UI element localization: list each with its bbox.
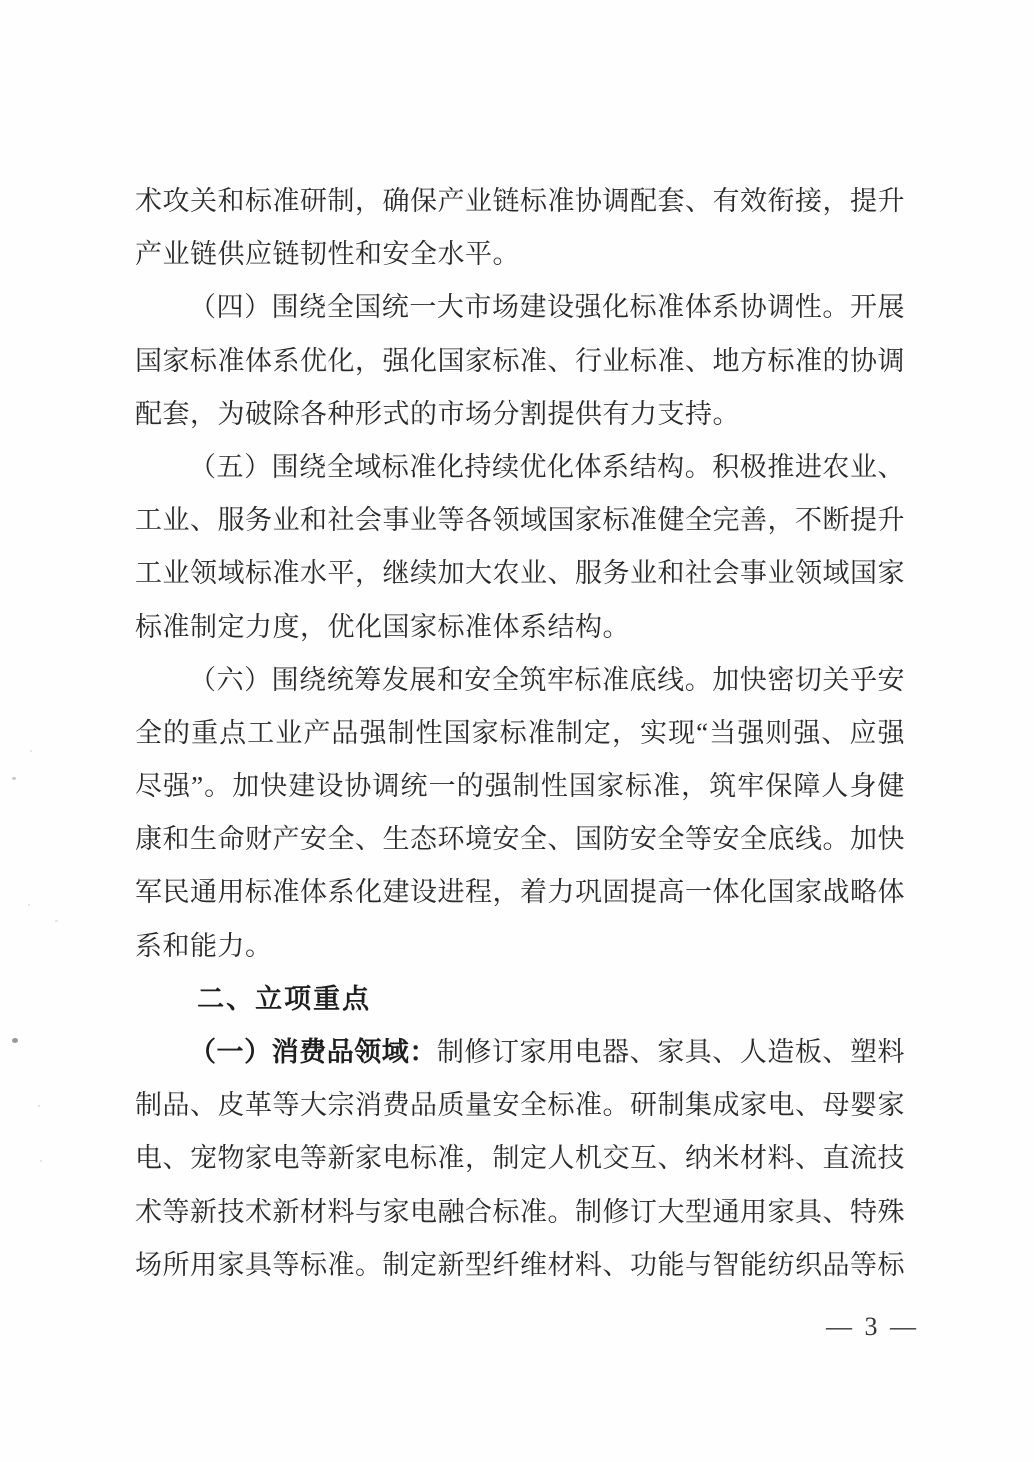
line-text: （四）围绕全国统一大市场建设强化标准体系协调性。开展: [189, 292, 905, 323]
text-line: [135, 601, 905, 654]
line-text: 尽强”。加快建设协调统一的强制性国家标准，筑牢保障人身健: [135, 771, 905, 802]
line-text: 国家标准体系优化，强化国家标准、行业标准、地方标准的协调: [135, 345, 905, 376]
text-line: [135, 335, 905, 388]
bold-lead-text: （一）消费品领域：: [189, 1037, 437, 1067]
document-lines: [135, 175, 905, 1292]
line-text: 场所用家具等标准。制定新型纤维材料、功能与智能纺织品等标: [135, 1249, 905, 1280]
text-line: [135, 1132, 905, 1185]
scan-speck: [55, 920, 58, 922]
scan-speck: [40, 1160, 42, 1162]
line-text: 电、宠物家电等新家电标准，制定人机交互、纳米材料、直流技: [135, 1143, 905, 1174]
text-line: [135, 441, 905, 494]
scan-speck: [12, 777, 16, 780]
text-line: [135, 813, 905, 866]
text-line: [135, 920, 905, 973]
text-line: [135, 281, 905, 334]
text-line: [135, 707, 905, 760]
section-heading: [135, 973, 905, 1026]
text-line: [135, 494, 905, 547]
line-text: 全的重点工业产品强制性国家标准制定，实现“当强则强、应强: [135, 717, 905, 748]
line-text: 术攻关和标准研制，确保产业链标准协调配套、有效衔接，提升: [135, 186, 905, 216]
line-text: 二、立项重点: [197, 983, 372, 1014]
line-text: 标准制定力度，优化国家标准体系结构。: [135, 611, 630, 642]
line-text: 制修订家用电器、家具、人造板、塑料: [436, 1037, 906, 1067]
text-line: [135, 1026, 905, 1079]
text-line: [135, 866, 905, 919]
scan-speck: [12, 1038, 18, 1043]
text-line: [135, 175, 905, 228]
page-number: — 3 —: [826, 1312, 919, 1341]
text-line: [135, 1079, 905, 1132]
line-text: 配套，为破除各种形式的市场分割提供有力支持。: [135, 398, 740, 429]
line-text: 军民通用标准体系化建设进程，着力巩固提高一体化国家战略体: [135, 877, 905, 908]
scan-speck: [30, 750, 32, 752]
text-line: [135, 388, 905, 441]
scan-speck: [38, 1105, 40, 1107]
line-text: 工业领域标准水平，继续加大农业、服务业和社会事业领域国家: [135, 558, 905, 589]
line-text: 术等新技术新材料与家电融合标准。制修订大型通用家具、特殊: [135, 1196, 905, 1227]
line-text: 制品、皮革等大宗消费品质量安全标准。研制集成家电、母婴家: [135, 1090, 905, 1121]
line-text: 康和生命财产安全、生态环境安全、国防安全等安全底线。加快: [135, 824, 905, 855]
text-line: [135, 547, 905, 600]
text-line: [135, 1186, 905, 1239]
text-line: [135, 228, 905, 281]
line-text: 工业、服务业和社会事业等各领域国家标准健全完善，不断提升: [135, 505, 905, 536]
line-text: （五）围绕全域标准化持续优化体系结构。积极推进农业、: [189, 451, 905, 482]
scan-speck: [28, 904, 30, 906]
line-text: 产业链供应链韧性和安全水平。: [135, 239, 520, 270]
line-text: 系和能力。: [135, 930, 273, 961]
text-line: [135, 760, 905, 813]
text-line: [135, 654, 905, 707]
line-text: （六）围绕统筹发展和安全筑牢标准底线。加快密切关乎安: [189, 664, 905, 695]
text-line: [135, 1239, 905, 1292]
